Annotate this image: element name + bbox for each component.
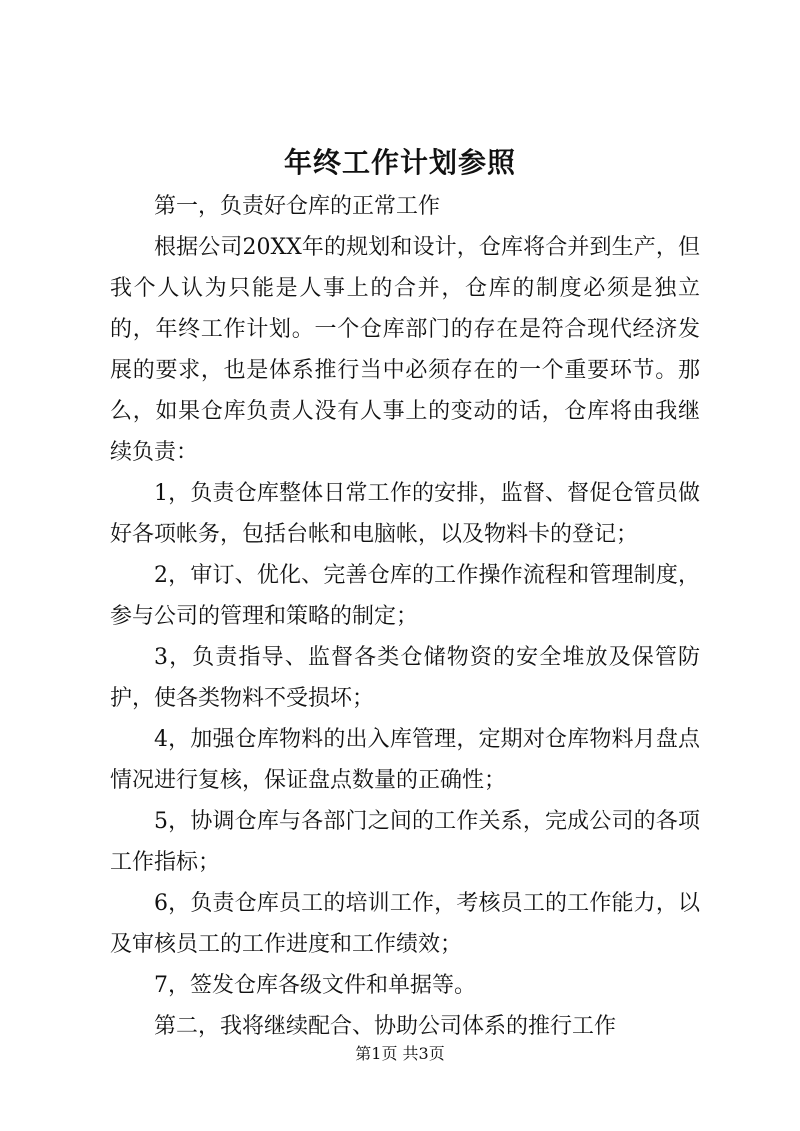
page-number-footer: 第1页 共3页 (355, 1044, 445, 1063)
document-body (110, 186, 700, 1047)
paragraph-7: 5，协调仓库与各部门之间的工作关系，完成公司的各项工作指标； (110, 809, 700, 875)
paragraph-3: 1，负责仓库整体日常工作的安排，监督、督促仓管员做好各项帐务，包括台帐和电脑帐，以及物料卡的登记； (110, 481, 700, 547)
paragraph-6: 4，加强仓库物料的出入库管理，定期对仓库物料月盘点情况进行复核，保证盘点数量的正确性； (110, 727, 700, 793)
paragraph-4: 2，审订、优化、完善仓库的工作操作流程和管理制度，参与公司的管理和策略的制定； (110, 563, 700, 629)
paragraph-5: 3，负责指导、监督各类仓储物资的安全堆放及保管防护，使各类物料不受损坏； (110, 645, 700, 711)
paragraph-10: 第二，我将继续配合、协助公司体系的推行工作 (154, 1014, 617, 1039)
document-title: 年终工作计划参照 (283, 146, 516, 179)
paragraph-9: 7，签发仓库各级文件和单据等。 (154, 973, 476, 998)
paragraph-2: 根据公司20XX年的规划和设计，仓库将合并到生产，但我个人认为只能是人事上的合并，仓库的制度必须是独立的，年终工作计划。一个仓库部门的存在是符合现代经济发展的要求，也是体系推行当中必须存在的一个重要环节。那么，如果仓库负责人没有人事上的变动的话，仓库将由我继续负责： (110, 235, 700, 465)
paragraph-1: 第一，负责好仓库的正常工作 (154, 194, 441, 219)
paragraph-8: 6，负责仓库员工的培训工作，考核员工的工作能力，以及审核员工的工作进度和工作绩效； (110, 891, 700, 957)
